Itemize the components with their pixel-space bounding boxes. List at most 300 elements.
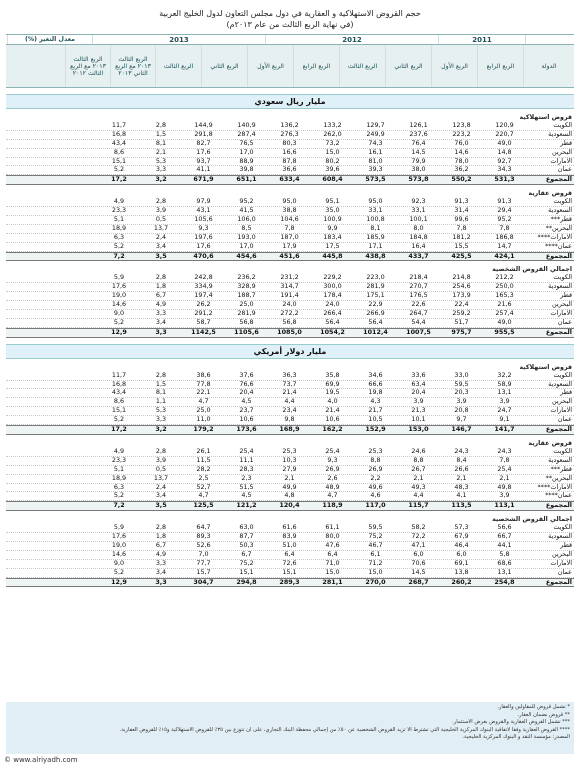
value-cell: 197,4 [194,291,213,300]
col-change-qoq: الربع الثالث ٢٠١٣ مع الربع الثاني ٢٠١٣ [110,45,155,87]
value-cell: 7,8 [499,455,510,464]
value-cell: 33,1 [411,206,426,215]
col-2012-q4: الربع الرابع [293,45,339,87]
value-cell: 281,1 [322,577,343,586]
value-cell: 64,7 [196,523,211,532]
value-cell: 95,2 [497,215,512,224]
value-cell: 56,4 [368,317,383,326]
value-cell: 25,3 [368,446,383,455]
value-cell: 176,5 [409,291,428,300]
change-cell: 14,6 [111,300,127,309]
change-cell: 3,3 [155,165,167,174]
change-cell: 6,7 [155,291,167,300]
col-2013-q3: الربع الثالث [155,45,201,87]
value-cell: 20,8 [454,406,469,415]
value-cell: 254,6 [452,282,471,291]
section-title: قروض عقارية [528,190,572,198]
total-row [6,501,574,511]
value-cell: 22,1 [196,388,211,397]
country-cell: المجموع [545,176,572,184]
value-cell: 113,5 [451,501,472,510]
value-cell: 270,0 [365,577,386,586]
value-cell: 334,9 [194,282,213,291]
value-cell: 71,0 [325,558,340,567]
country-cell: البحرين [552,550,572,558]
value-cell: 2,1 [413,473,424,482]
section-title: قروض استهلاكية [519,114,572,121]
value-cell: 7,8 [284,223,295,232]
country-cell: الامارات [550,559,572,567]
value-cell: 1054,2 [320,327,345,336]
change-cell: 11,7 [111,121,127,129]
value-cell: 220,7 [495,129,514,138]
value-cell: 454,6 [236,251,257,260]
country-cell: قطر*** [550,216,572,224]
value-cell: 95,1 [325,197,340,206]
change-cell: 8,6 [113,397,125,406]
value-cell: 254,8 [494,577,515,586]
value-cell: 165,3 [495,291,514,300]
loan-section [6,190,574,261]
value-cell: 19,8 [368,388,383,397]
value-cell: 69,1 [454,558,469,567]
value-cell: 36,2 [454,165,469,174]
value-cell: 36,6 [282,165,297,174]
country-cell: المجموع [545,328,572,336]
value-cell: 975,7 [451,327,472,336]
change-cell: 6,3 [113,482,125,491]
col-2013-q1: الربع الأول [247,45,293,87]
change-cell: 5,2 [113,241,125,250]
value-cell: 183,4 [323,232,342,241]
value-cell: 178,4 [323,291,342,300]
section-title: اجمالي القروض الشخصية [492,516,572,524]
value-cell: 14,8 [497,147,512,156]
value-cell: 120,9 [495,121,514,129]
value-cell: 33,0 [454,370,469,379]
value-cell: 35,0 [325,206,340,215]
value-cell: 49,8 [497,482,512,491]
country-cell: قطر [560,389,572,397]
value-cell: 117,0 [365,501,386,510]
change-cell: 23,3 [111,455,127,464]
value-cell: 470,6 [193,251,214,260]
value-cell: 13,1 [497,567,512,576]
value-cell: 70,6 [411,558,426,567]
value-cell: 268,7 [408,577,429,586]
country-cell: السعودية [548,456,572,464]
value-cell: 121,2 [236,501,257,510]
value-cell: 25,0 [196,406,211,415]
value-cell: 10,1 [411,415,426,424]
change-cell: 19,0 [111,291,127,300]
country-cell: السعودية [548,130,572,138]
value-cell: 272,2 [280,309,299,318]
value-cell: 63,0 [239,523,254,532]
value-cell: 28,3 [239,464,254,473]
change-cell: 2,4 [155,232,167,241]
value-cell: 95,2 [239,197,254,206]
value-cell: 141,7 [494,425,515,434]
country-cell: عمان [557,318,572,326]
value-cell: 17,1 [368,241,383,250]
value-cell: 17,0 [239,147,254,156]
value-cell: 8,0 [413,223,424,232]
footnote: * تشمل قروض للمقاولين والعقار. [497,704,570,710]
loan-section [6,516,574,587]
value-cell: 78,0 [454,156,469,165]
change-cell: 17,2 [111,175,127,184]
value-cell: 106,0 [237,215,256,224]
value-cell: 223,2 [452,129,471,138]
change-cell: 19,0 [111,540,127,549]
value-cell: 4,4 [413,491,424,500]
change-cell: 1,8 [155,532,167,541]
value-cell: 291,2 [194,309,213,318]
source-watermark: © www.alriyadh.com [4,756,78,764]
year-2012: 2012 [265,35,438,44]
col-2012-q3: الربع الثالث [339,45,385,87]
value-cell: 59,5 [454,379,469,388]
value-cell: 328,9 [237,282,256,291]
value-cell: 76,5 [239,138,254,147]
value-cell: 21,4 [325,406,340,415]
change-cell: 18,9 [111,223,127,232]
value-cell: 26,7 [411,464,426,473]
value-cell: 95,0 [368,197,383,206]
value-cell: 214,8 [452,273,471,282]
value-cell: 21,4 [282,388,297,397]
value-cell: 74,3 [368,138,383,147]
value-cell: 19,5 [325,388,340,397]
value-cell: 49,3 [411,482,426,491]
value-cell: 237,6 [409,129,428,138]
value-cell: 8,8 [370,455,381,464]
value-cell: 72,6 [282,558,297,567]
value-cell: 17,5 [325,241,340,250]
value-cell: 17,6 [196,147,211,156]
value-cell: 58,7 [196,317,211,326]
table-row [6,166,574,175]
table-body [6,94,574,587]
value-cell: 133,2 [323,121,342,129]
value-cell: 3,9 [456,397,467,406]
value-cell: 651,1 [236,175,257,184]
change-cell: 5,2 [113,491,125,500]
value-cell: 1007,5 [406,327,431,336]
change-cell: 2,8 [155,197,167,206]
value-cell: 445,8 [322,251,343,260]
value-cell: 13,8 [454,567,469,576]
value-cell: 26,2 [196,300,211,309]
change-cell: 17,6 [111,532,127,541]
total-row [6,578,574,588]
change-cell: 13,7 [153,223,169,232]
value-cell: 257,4 [495,309,514,318]
value-cell: 287,4 [237,129,256,138]
value-cell: 14,6 [454,147,469,156]
value-cell: 276,3 [280,129,299,138]
value-cell: 31,4 [454,206,469,215]
value-cell: 152,9 [365,425,386,434]
value-cell: 9,8 [284,415,295,424]
value-cell: 14,5 [411,567,426,576]
value-cell: 24,7 [497,406,512,415]
value-cell: 25,4 [325,446,340,455]
value-cell: 4,6 [370,491,381,500]
value-cell: 259,2 [452,309,471,318]
col-2012-q2: الربع الثاني [385,45,431,87]
value-cell: 11,5 [196,455,211,464]
value-cell: 75,2 [239,558,254,567]
value-cell: 36,3 [282,370,297,379]
change-cell: 12,9 [111,577,127,586]
country-cell: عمان [557,166,572,174]
country-cell: عمان**** [545,242,572,250]
change-cell: 4,9 [113,197,125,206]
value-cell: 24,3 [454,446,469,455]
change-cell: 3,3 [155,309,167,318]
value-cell: 89,3 [196,532,211,541]
table-row [6,492,574,501]
change-cell: 7,2 [113,251,125,260]
footnote: المصدر: مؤسسة النقد و البنوك المركزية الخليجية. [462,734,570,741]
value-cell: 294,8 [236,577,257,586]
change-cell: 43,4 [111,388,127,397]
value-cell: 21,3 [411,406,426,415]
value-cell: 104,6 [280,215,299,224]
value-cell: 46,4 [454,540,469,549]
value-cell: 61,6 [282,523,297,532]
value-cell: 146,7 [451,425,472,434]
value-cell: 212,2 [495,273,514,282]
value-cell: 93,7 [196,156,211,165]
value-cell: 8,5 [241,223,252,232]
change-cell: 3,4 [155,241,167,250]
value-cell: 2,5 [198,473,209,482]
value-cell: 76,0 [454,138,469,147]
value-cell: 10,6 [325,415,340,424]
value-cell: 10,5 [368,415,383,424]
value-cell: 115,7 [408,501,429,510]
value-cell: 223,0 [366,273,385,282]
value-cell: 58,2 [411,523,426,532]
change-cell: 5,1 [113,464,125,473]
value-cell: 23,4 [282,406,297,415]
value-cell: 289,3 [279,577,300,586]
value-cell: 49,9 [282,482,297,491]
value-cell: 3,9 [499,397,510,406]
value-cell: 264,7 [409,309,428,318]
value-cell: 3,9 [499,491,510,500]
change-header: معدل التغير (%) [7,35,92,44]
value-cell: 75,2 [368,532,383,541]
value-cell: 291,8 [194,129,213,138]
value-cell: 671,9 [193,175,214,184]
value-cell: 50,3 [239,540,254,549]
loan-section [6,114,574,185]
value-cell: 51,0 [282,540,297,549]
col-2012-q1: الربع الأول [431,45,477,87]
value-cell: 77,8 [196,379,211,388]
value-cell: 57,3 [454,523,469,532]
col-country: الدولة [523,45,574,87]
title-line-1: حجم القروض الاستهلاكية و العقارية في دول مجلس التعاون لدول الخليج العربية [159,9,421,18]
value-cell: 39,3 [368,165,383,174]
value-cell: 4,4 [284,397,295,406]
value-cell: 129,7 [366,121,385,129]
value-cell: 34,3 [497,165,512,174]
country-cell: الكويت [553,198,572,206]
value-cell: 2,1 [284,473,295,482]
change-cell: 3,2 [155,175,167,184]
change-cell: 15,1 [111,406,127,415]
country-cell: الامارات**** [537,483,572,491]
country-cell: الامارات**** [537,233,572,241]
value-cell: 47,6 [325,540,340,549]
value-cell: 92,3 [411,197,426,206]
total-row [6,252,574,262]
value-cell: 48,9 [325,482,340,491]
value-cell: 77,7 [196,558,211,567]
value-cell: 6,0 [413,549,424,558]
change-cell: 2,8 [155,121,167,129]
country-cell: عمان [557,416,572,424]
value-cell: 6,1 [370,549,381,558]
table-row [6,319,574,328]
country-cell: السعودية [548,533,572,541]
value-cell: 23,7 [239,406,254,415]
value-cell: 15,1 [282,567,297,576]
value-cell: 22,9 [368,300,383,309]
value-cell: 56,4 [325,317,340,326]
value-cell: 188,7 [237,291,256,300]
value-cell: 24,0 [282,300,297,309]
value-cell: 314,7 [280,282,299,291]
value-cell: 4,0 [327,397,338,406]
value-cell: 22,6 [411,300,426,309]
value-cell: 126,1 [409,121,428,129]
value-cell: 66,6 [368,379,383,388]
value-cell: 24,0 [325,300,340,309]
value-cell: 26,9 [368,464,383,473]
value-cell: 4,8 [284,491,295,500]
report [6,8,574,587]
country-cell: المجموع [545,502,572,510]
value-cell: 633,4 [279,175,300,184]
loan-section [6,266,574,337]
value-cell: 438,8 [365,251,386,260]
value-cell: 100,8 [366,215,385,224]
change-cell: 1,5 [155,129,167,138]
value-cell: 27,9 [282,464,297,473]
value-cell: 236,2 [237,273,256,282]
year-header-row [6,35,574,45]
country-cell: السعودية [548,207,572,215]
change-cell: 17,2 [111,425,127,434]
table-row [6,243,574,252]
change-cell: 3,3 [155,577,167,586]
change-cell: 17,6 [111,282,127,291]
value-cell: 81,0 [368,156,383,165]
change-cell: 18,9 [111,473,127,482]
value-cell: 33,1 [368,206,383,215]
value-cell: 4,5 [241,491,252,500]
change-cell: 1,5 [155,379,167,388]
value-cell: 15,1 [239,567,254,576]
change-cell: 9,0 [113,309,125,318]
loan-section [6,440,574,511]
value-cell: 83,9 [282,532,297,541]
value-cell: 9,7 [456,415,467,424]
change-cell: 1,8 [155,282,167,291]
value-cell: 66,7 [497,532,512,541]
col-change-yoy: الربع الثالث ٢٠١٣ مع الربع الثالث ٢٠١٢ [65,45,110,87]
value-cell: 531,3 [494,175,515,184]
value-cell: 67,9 [454,532,469,541]
value-cell: 266,9 [366,309,385,318]
value-cell: 281,9 [366,282,385,291]
value-cell: 2,2 [370,473,381,482]
value-cell: 49,0 [497,138,512,147]
value-cell: 11,0 [196,415,211,424]
value-cell: 43,1 [196,206,211,215]
value-cell: 21,6 [497,300,512,309]
value-cell: 4,7 [198,491,209,500]
value-cell: 118,9 [322,501,343,510]
value-cell: 29,4 [497,206,512,215]
change-cell: 3,2 [155,425,167,434]
value-cell: 185,9 [366,232,385,241]
currency-unit-banner: مليار دولار أمريكي [6,344,574,359]
value-cell: 68,6 [497,558,512,567]
value-cell: 56,8 [239,317,254,326]
value-cell: 72,2 [411,532,426,541]
country-cell: السعودية [548,283,572,291]
value-cell: 49,0 [497,317,512,326]
country-cell: السعودية [548,380,572,388]
value-cell: 8,8 [413,455,424,464]
country-cell: البحرين [552,301,572,309]
change-cell: 4,9 [155,300,167,309]
value-cell: 76,4 [411,138,426,147]
value-cell: 2,1 [499,473,510,482]
table-row [6,416,574,425]
change-cell: 16,8 [111,129,127,138]
value-cell: 100,1 [409,215,428,224]
value-cell: 162,2 [322,425,343,434]
total-row [6,175,574,185]
value-cell: 120,4 [279,501,300,510]
country-cell: عمان [557,568,572,576]
value-cell: 16,6 [282,147,297,156]
value-cell: 425,5 [451,251,472,260]
change-cell: 3,3 [155,327,167,336]
change-cell: 1,1 [155,397,167,406]
value-cell: 99,6 [454,215,469,224]
value-cell: 95,0 [282,197,297,206]
year-spacer [525,35,574,44]
value-cell: 41,5 [239,206,254,215]
country-cell: الامارات [550,407,572,415]
value-cell: 73,7 [282,379,297,388]
change-cell: 9,0 [113,558,125,567]
value-cell: 24,6 [411,446,426,455]
value-cell: 433,7 [408,251,429,260]
value-cell: 14,5 [411,147,426,156]
value-cell: 76,6 [239,379,254,388]
value-cell: 186,8 [495,232,514,241]
